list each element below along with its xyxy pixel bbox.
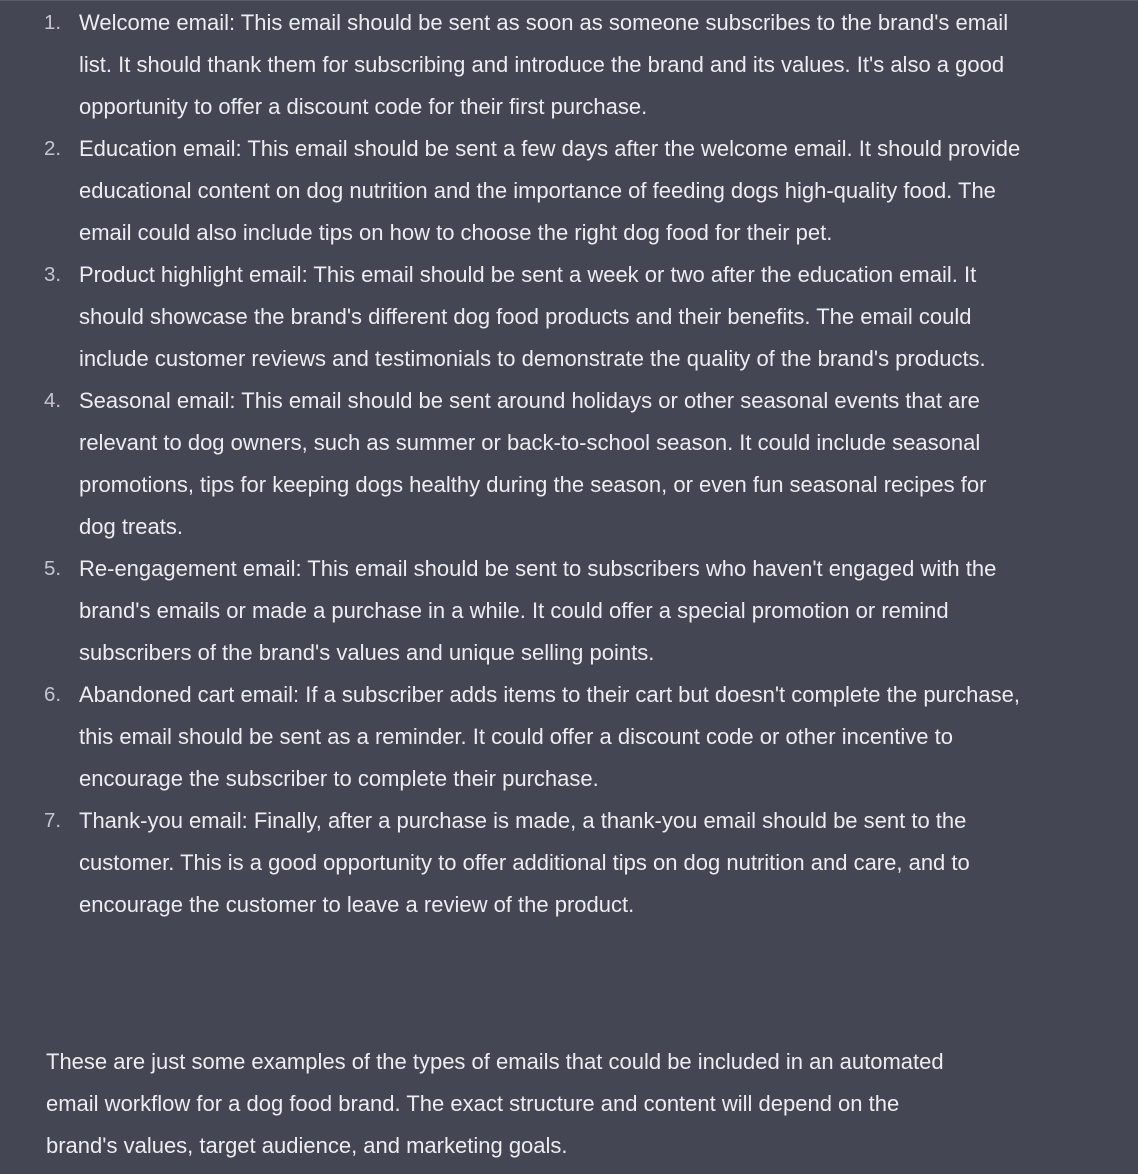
list-item-text: Welcome email: This email should be sent as soon as someone subscribes to the brand's email list. It should thank them for subscribing and introduce the brand and its values. It's also a good opportunity to offer a discount code for their first purchase.: [79, 10, 1009, 119]
list-item: [0, 128, 1029, 254]
list-item: [0, 380, 1029, 548]
list-item: [0, 548, 1029, 674]
list-item-number: 1.: [44, 11, 62, 34]
list-item-text: Abandoned cart email: If a subscriber adds items to their cart but doesn't complete the purchase, this email should be sent as a reminder. It could offer a discount code or other incentive to encourage the subscriber to complete their purchase.: [79, 682, 1020, 791]
list-item-number: 4.: [44, 389, 62, 412]
list-item-text: Re-engagement email: This email should be sent to subscribers who haven't engaged with the brand's emails or made a purchase in a while. It could offer a special promotion or remind subscribers of the brand's values and unique selling points.: [79, 556, 997, 665]
list-item-number: 7.: [44, 809, 62, 832]
list-item-number: 6.: [44, 683, 62, 706]
list-item-text: Thank-you email: Finally, after a purchase is made, a thank-you email should be sent to the customer. This is a good opportunity to offer additional tips on dog nutrition and care, and to encourage the customer to leave a review of the product.: [79, 808, 970, 917]
list-item: [0, 254, 1029, 380]
list-item-number: 5.: [44, 557, 62, 580]
list-item-text: Education email: This email should be sent a few days after the welcome email. It should provide educational content on dog nutrition and the importance of feeding dogs high-quality food. The email could also include tips on how to choose the right dog food for their pet.: [79, 136, 1021, 245]
list-item: [0, 674, 1029, 800]
list-item-text: Product highlight email: This email should be sent a week or two after the education email. It should showcase the brand's different dog food products and their benefits. The email could include customer reviews and testimonials to demonstrate the quality of the brand's products.: [79, 262, 986, 371]
list-item-number: 3.: [44, 263, 62, 286]
list-item-text: Seasonal email: This email should be sent around holidays or other seasonal events that are relevant to dog owners, such as summer or back-to-school season. It could include seasonal promotions, tips for keeping dogs healthy during the season, or even fun seasonal recipes for dog treats.: [79, 388, 987, 539]
assistant-message: [0, 1, 1138, 1174]
list-item-number: 2.: [44, 137, 62, 160]
list-item: [0, 800, 1029, 926]
email-type-list: [0, 2, 1138, 926]
list-item: [0, 2, 1029, 128]
summary-paragraph: These are just some examples of the types of emails that could be included in an automated email workflow for a dog food brand. The exact structure and content will depend on the brand's values, target audience, and marketing goals.: [46, 1049, 944, 1158]
